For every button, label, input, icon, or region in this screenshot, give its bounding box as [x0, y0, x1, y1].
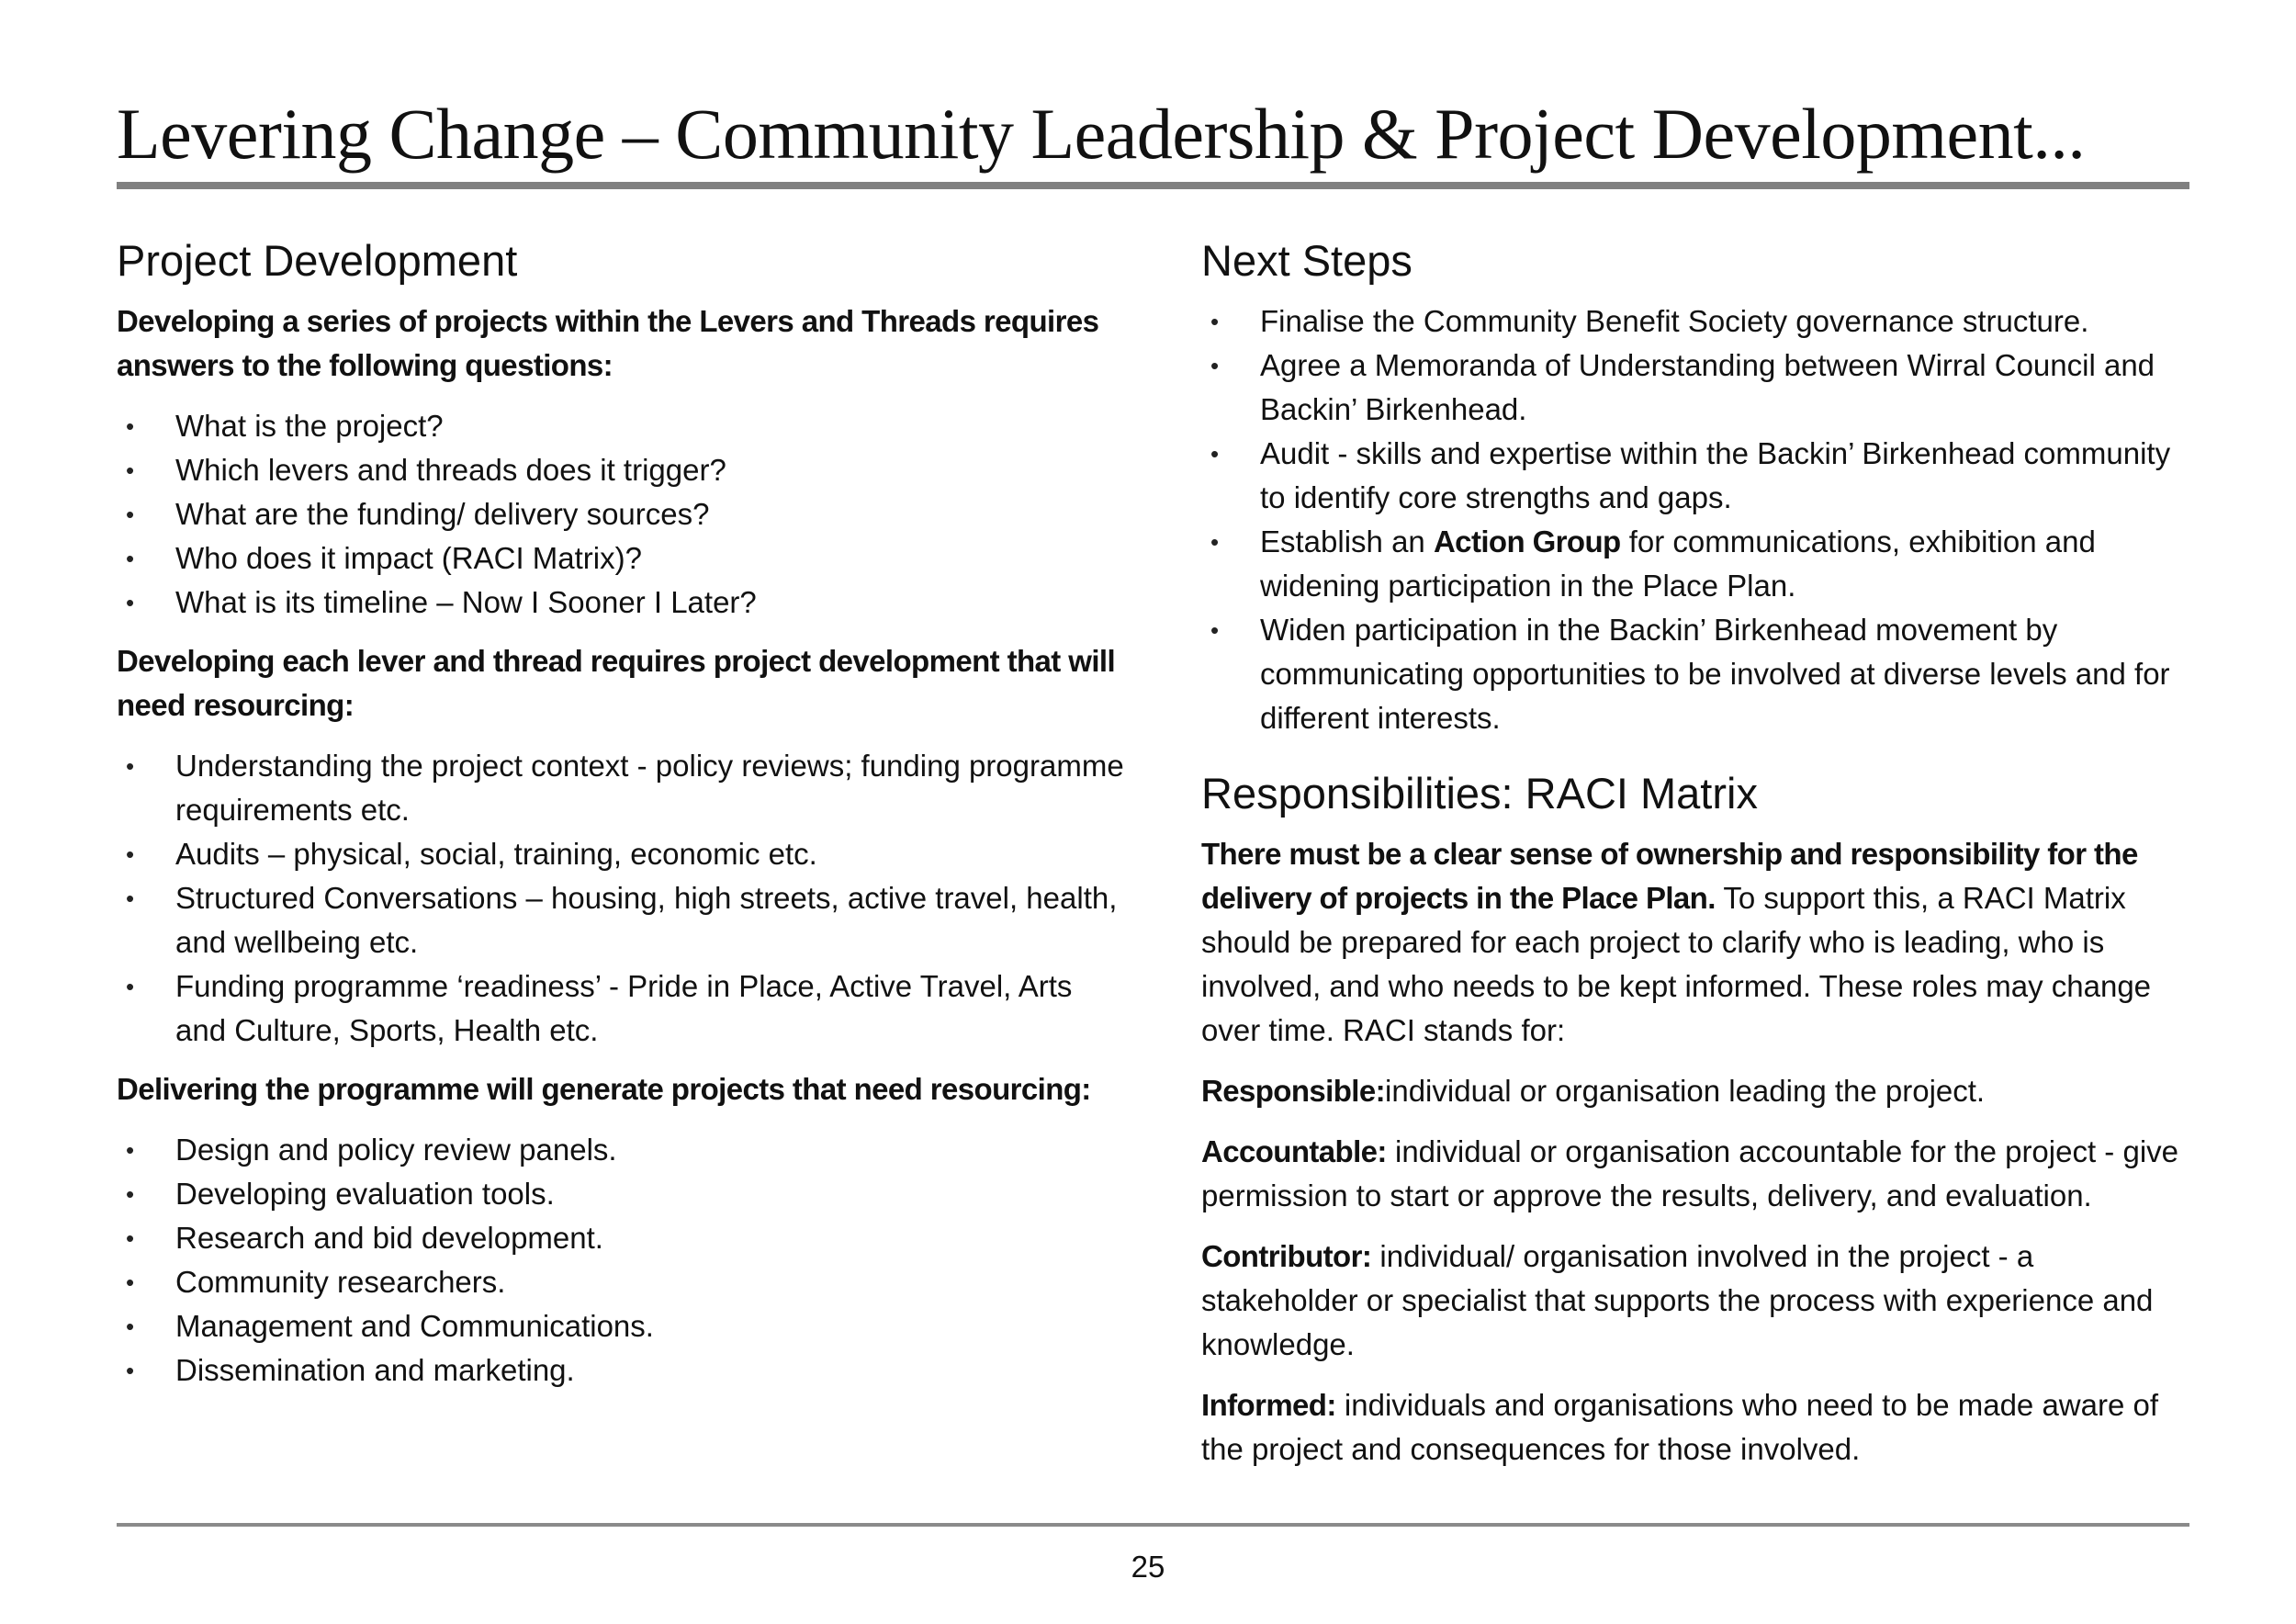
list-item: [117, 744, 1127, 832]
list-item: [117, 876, 1127, 964]
raci-role-term: Responsible:: [1201, 1074, 1386, 1108]
lever-resourcing-heading: Developing each lever and thread requires project development that will need resourcing:: [117, 644, 1116, 722]
list-item: [1201, 432, 2198, 520]
list-item: [117, 1128, 1127, 1172]
bullet-icon: •: [126, 501, 135, 528]
list-item: [117, 492, 1127, 536]
list-item-text: Management and Communications.: [175, 1309, 654, 1343]
raci-intro-bold: There must be a clear sense of ownership and responsibility for the delivery of projects in the Place Plan.: [1201, 837, 2138, 915]
list-item-text: Community researchers.: [175, 1265, 506, 1299]
raci-role-desc: individual or organisation leading the project.: [1385, 1074, 1986, 1108]
title-divider: [117, 182, 2189, 189]
bullet-icon: •: [126, 1180, 135, 1208]
list-item-text: Establish an: [1260, 524, 1434, 558]
list-item-text: Understanding the project context - policy reviews; funding programme requirements etc.: [175, 749, 1124, 827]
list-item: [117, 964, 1127, 1053]
raci-role: [1201, 1383, 2198, 1472]
bullet-icon: •: [1210, 528, 1220, 556]
bullet-icon: •: [1210, 352, 1220, 379]
bullet-icon: •: [126, 457, 135, 484]
questions-intro: Developing a series of projects within the Levers and Threads requires answers to the following questions:: [117, 304, 1099, 382]
list-item-text: Who does it impact (RACI Matrix)?: [175, 541, 642, 575]
list-item-text: Widen participation in the Backin’ Birkenhead movement by communicating opportunities to be involved at diverse levels and for different interests.: [1260, 613, 2170, 735]
list-item-text: What are the funding/ delivery sources?: [175, 497, 710, 531]
list-item-text: What is the project?: [175, 409, 444, 443]
list-item-text: Which levers and threads does it trigger?: [175, 453, 726, 487]
list-item-text: Finalise the Community Benefit Society governance structure.: [1260, 304, 2089, 338]
raci-role-term: Accountable:: [1201, 1134, 1387, 1168]
raci-role-term: Informed:: [1201, 1388, 1336, 1422]
raci-role: [1201, 1069, 2198, 1113]
raci-heading: Responsibilities: RACI Matrix: [1201, 769, 1758, 818]
list-item-text: Design and policy review panels.: [175, 1133, 617, 1167]
raci-role-desc: individual or organisation accountable for the project - give permission to start or approve the results, delivery, and evaluation.: [1201, 1134, 2179, 1212]
raci-role-desc: individual/ organisation involved in the project - a stakeholder or specialist that supports the process with experience and knowledge.: [1201, 1239, 2154, 1361]
delivery-resourcing-list: [117, 1128, 1127, 1393]
bullet-icon: •: [126, 545, 135, 572]
list-item: [117, 404, 1127, 448]
raci-role: [1201, 1235, 2198, 1367]
delivery-resourcing-heading: Delivering the programme will generate projects that need resourcing:: [117, 1072, 1091, 1106]
list-item: [117, 536, 1127, 581]
list-item: [117, 832, 1127, 876]
action-group-term: Action Group: [1433, 524, 1621, 558]
raci-role: [1201, 1130, 2198, 1218]
list-item: [117, 1304, 1127, 1348]
list-item: [1201, 520, 2198, 608]
list-item-text: What is its timeline – Now I Sooner I Later?: [175, 585, 757, 619]
bullet-icon: •: [126, 1224, 135, 1252]
raci-intro: [1201, 832, 2198, 1053]
list-item-text: Agree a Memoranda of Understanding between Wirral Council and Backin’ Birkenhead.: [1260, 348, 2155, 426]
bullet-icon: •: [126, 752, 135, 780]
list-item-text: Funding programme ‘readiness’ - Pride in Place, Active Travel, Arts and Culture, Sports, Health etc.: [175, 969, 1073, 1047]
footer-divider: [117, 1523, 2189, 1527]
list-item: [117, 1348, 1127, 1393]
list-item: [1201, 299, 2198, 344]
bullet-icon: •: [126, 885, 135, 912]
list-item-text: Audits – physical, social, training, economic etc.: [175, 837, 817, 871]
bullet-icon: •: [126, 412, 135, 440]
list-item-text: Structured Conversations – housing, high streets, active travel, health, and wellbeing etc.: [175, 881, 1118, 959]
bullet-icon: •: [126, 1313, 135, 1340]
bullet-icon: •: [1210, 616, 1220, 644]
list-item-text: for communications, exhibition and widening participation in the Place Plan.: [1260, 524, 2096, 603]
list-item: [117, 1172, 1127, 1216]
project-development-column: [117, 230, 1127, 1407]
bullet-icon: •: [126, 589, 135, 616]
page-title: Levering Change – Community Leadership & Project Development...: [117, 94, 2086, 174]
bullet-icon: •: [126, 973, 135, 1000]
list-item-text: Audit - skills and expertise within the Backin’ Birkenhead community to identify core strengths and gaps.: [1260, 436, 2171, 514]
list-item: [117, 1216, 1127, 1260]
next-steps-heading: Next Steps: [1201, 236, 1412, 285]
bullet-icon: •: [126, 1269, 135, 1296]
project-development-heading: Project Development: [117, 236, 518, 285]
list-item-text: Research and bid development.: [175, 1221, 603, 1255]
bullet-icon: •: [1210, 440, 1220, 468]
list-item: [1201, 608, 2198, 740]
page-number: 25: [1131, 1550, 1165, 1584]
list-item: [117, 448, 1127, 492]
raci-role-term: Contributor:: [1201, 1239, 1372, 1273]
list-item: [117, 1260, 1127, 1304]
list-item-text: Dissemination and marketing.: [175, 1353, 575, 1387]
raci-role-desc: individuals and organisations who need to be made aware of the project and consequences for those involved.: [1201, 1388, 2159, 1466]
bullet-icon: •: [126, 840, 135, 868]
list-item: [1201, 344, 2198, 432]
lever-resourcing-list: [117, 744, 1127, 1053]
next-steps-list: [1201, 299, 2198, 740]
next-steps-column: [1201, 230, 2198, 1488]
raci-intro-text: To support this, a RACI Matrix should be prepared for each project to clarify who is leading, who is involved, and who needs to be kept informed. These roles may change over time. RACI stands for:: [1201, 881, 2152, 1047]
questions-list: [117, 404, 1127, 625]
bullet-icon: •: [126, 1357, 135, 1384]
list-item: [117, 581, 1127, 625]
bullet-icon: •: [1210, 308, 1220, 335]
bullet-icon: •: [126, 1136, 135, 1164]
list-item-text: Developing evaluation tools.: [175, 1177, 555, 1211]
